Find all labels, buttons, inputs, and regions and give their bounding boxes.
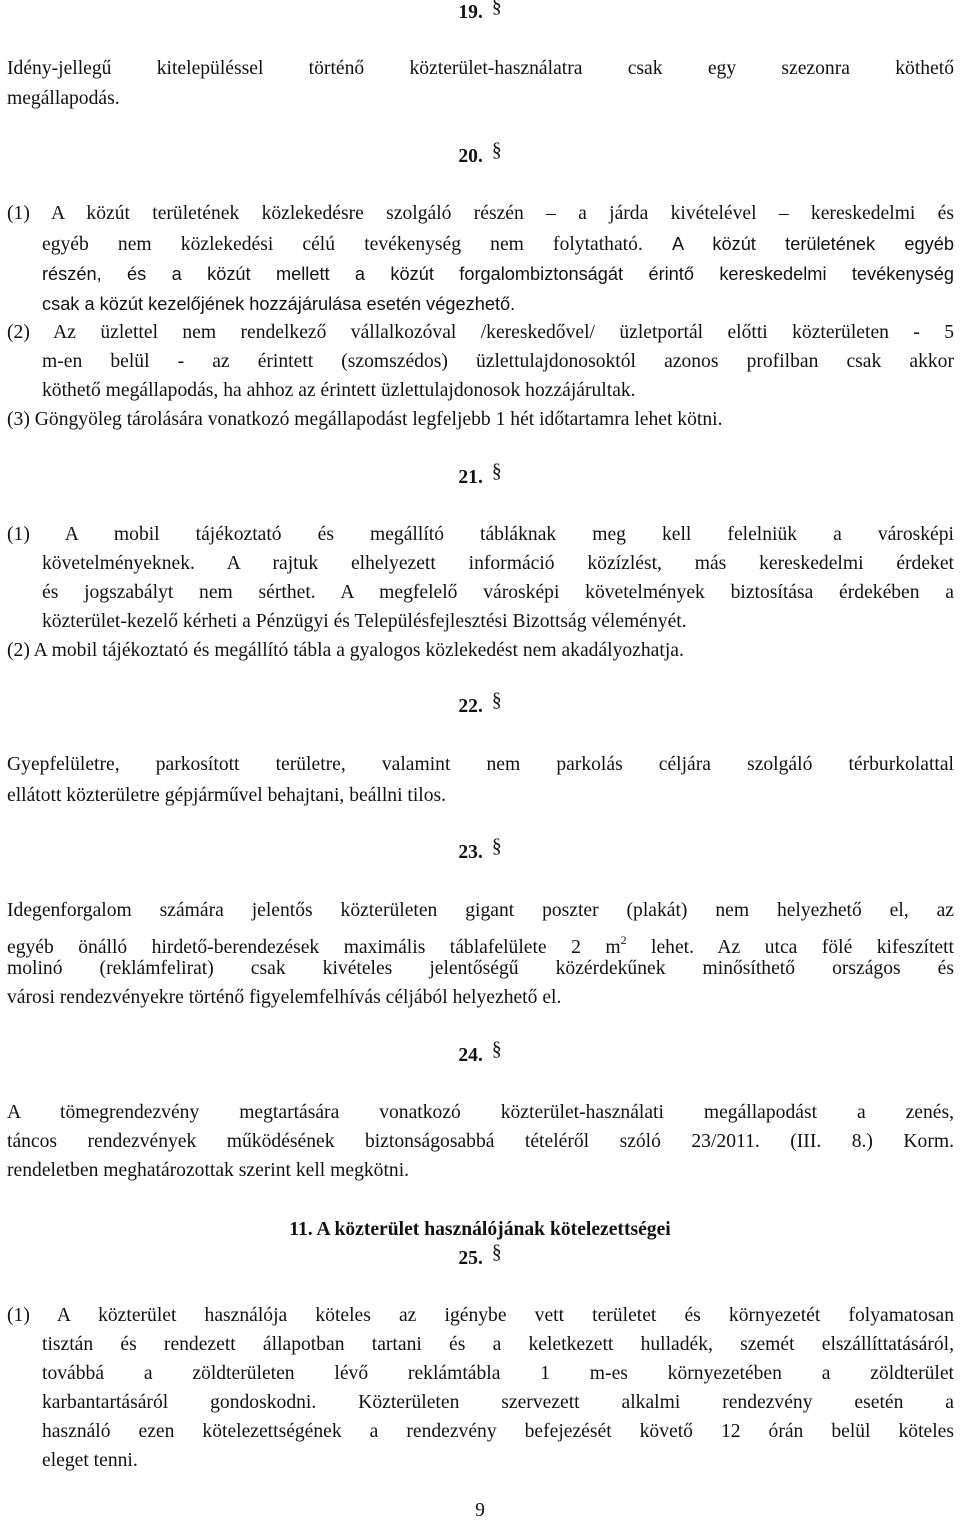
text-line: (1) A mobil tájékoztató és megállító tábláknak meg kell felelniük a városképi	[7, 524, 954, 545]
section-sign: §	[491, 140, 502, 161]
section-sign: §	[491, 0, 502, 17]
text-line: (2) Az üzlettel nem rendelkező vállalkozóval /kereskedővel/ üzletportál előtti közterületen - 5	[7, 322, 954, 343]
text-line: köthető megállapodás, ha ahhoz az érintett üzlettulajdonosok hozzájárultak.	[42, 380, 636, 401]
text-line: (1) A közút területének közlekedésre szolgáló részén – a járda kivételével – kereskedelmi és	[7, 203, 954, 224]
section-heading-20: 20. §	[360, 142, 600, 172]
text-line: tisztán és rendezett állapotban tartani és a keletkezett hulladék, szemét elszállíttatásáról,	[42, 1334, 954, 1355]
text-line: és jogszabályt nem sérthet. A megfelelő városképi követelmények biztosítása érdekében a	[42, 582, 954, 603]
text-line: csak a közút kezelőjének hozzájárulása esetén végezhető.	[42, 294, 516, 314]
text-line: Idény-jellegű kitelepüléssel történő közterület-használatra csak egy szezonra köthető	[7, 58, 954, 79]
text-line: városi rendezvényekre történő figyelemfelhívás céljából helyezhető el.	[7, 987, 562, 1008]
text-line: ellátott közterületre gépjárművel behajtani, beállni tilos.	[7, 785, 447, 806]
text-line: eleget tenni.	[42, 1450, 138, 1471]
text-line: követelményeknek. A rajtuk elhelyezett információ közízlést, más kereskedelmi érdeket	[42, 553, 954, 574]
text-line: m-en belül - az érintett (szomszédos) üzlettulajdonosoktól azonos profilban csak akkor	[42, 351, 954, 372]
chapter-heading: 11. A közterület használójának kötelezettségei	[289, 1219, 671, 1240]
section-heading-24: 24. §	[360, 1041, 600, 1071]
text-line: továbbá a zöldterületen lévő reklámtábla 1 m-es környezetében a zöldterület	[42, 1363, 954, 1384]
text-line: közterület-kezelő kérheti a Pénzügyi és Településfejlesztési Bizottság véleményét.	[42, 611, 687, 632]
section-sign: §	[491, 690, 502, 711]
text-line: (2) A mobil tájékoztató és megállító tábla a gyalogos közlekedést nem akadályozhatja.	[7, 640, 684, 661]
section-heading-25: 25. §	[360, 1244, 600, 1274]
text-line: (3) Göngyöleg tárolására vonatkozó megállapodást legfeljebb 1 hét időtartamra lehet kötni.	[7, 409, 723, 430]
text-line: egyéb önálló hirdető-berendezések maximális táblafelülete 2 $m^2$ lehet. Az utca fölé kifeszített	[7, 933, 954, 958]
text-line: egyéb nem közlekedési célú tevékenység nem folytatható. A közút területének egyéb	[42, 234, 954, 255]
text-line: A tömegrendezvény megtartására vonatkozó közterület-használati megállapodást a zenés,	[7, 1102, 954, 1123]
text-line: táncos rendezvények működésének biztonságosabbá tételéről szóló 23/2011. (III. 8.) Korm.	[7, 1131, 954, 1152]
text-line: karbantartásáról gondoskodni. Közterületen szervezett alkalmi rendezvény esetén a	[42, 1392, 954, 1413]
text-line: rendeletben meghatározottak szerint kell megkötni.	[7, 1160, 410, 1181]
section-heading-19: 19. §	[360, 0, 600, 28]
text-line: részén, és a közút mellett a közút forgalombiztonságát érintő kereskedelmi tevékenység	[42, 264, 954, 284]
text-line: Idegenforgalom számára jelentős közterületen gigant poszter (plakát) nem helyezhető el, az	[7, 900, 954, 921]
section-sign: §	[491, 1039, 502, 1060]
section-sign: §	[491, 836, 502, 857]
text-line: molinó (reklámfelirat) csak kivételes jelentőségű közérdekűnek minősíthető országos és	[7, 958, 954, 979]
section-heading-21: 21. §	[360, 463, 600, 493]
text-line: használó ezen kötelezettségének a rendezvény befejezését követő 12 órán belül köteles	[42, 1421, 954, 1442]
text-line: Gyepfelületre, parkosított területre, valamint nem parkolás céljára szolgáló térburkolattal	[7, 754, 954, 775]
text-line: megállapodás.	[7, 88, 120, 109]
section-sign: §	[491, 461, 502, 482]
section-heading-22: 22. §	[360, 692, 600, 722]
page-number: 9	[475, 1500, 485, 1521]
text-line: (1) A közterület használója köteles az igénybe vett területet és környezetét folyamatosan	[7, 1305, 954, 1326]
section-sign: §	[491, 1242, 502, 1263]
section-heading-23: 23. §	[360, 838, 600, 868]
